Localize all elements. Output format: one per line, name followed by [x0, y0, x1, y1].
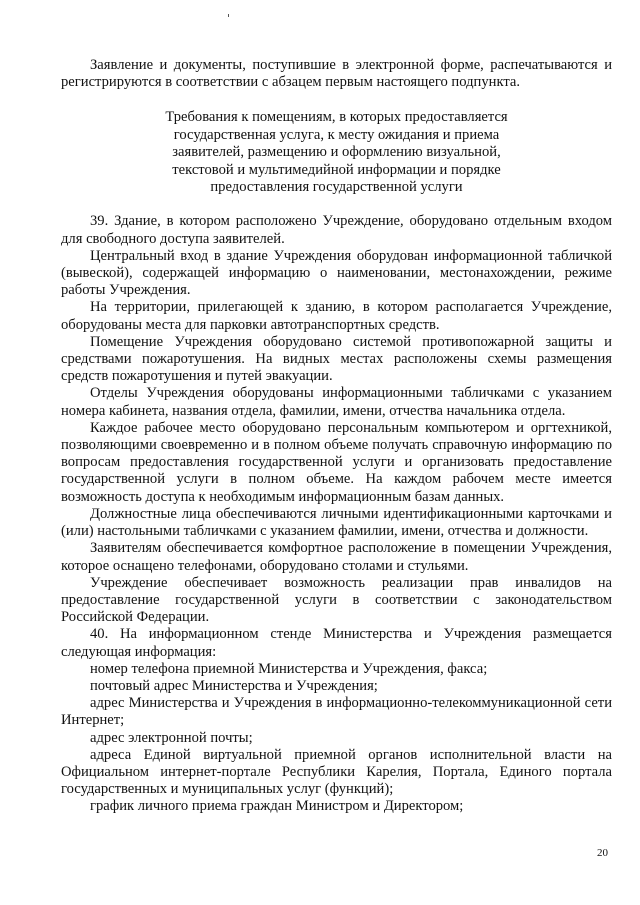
list-item: адреса Единой виртуальной приемной органов исполнительной власти на Официальном интернет-портале Республики Карелия, Портала, Единого портала государственных и муниципальных услуг (функций);	[61, 746, 612, 798]
scan-mark	[228, 14, 229, 17]
list-item: адрес электронной почты;	[90, 729, 253, 746]
intro-paragraph: Заявление и документы, поступившие в электронной форме, распечатываются и регистрируются в соответствии с абзацем первым настоящего подпункта.	[61, 57, 612, 91]
paragraph: Отделы Учреждения оборудованы информационными табличками с указанием номера кабинета, названия отдела, фамилии, имени, отчества начальника отдела.	[61, 385, 612, 419]
list-item: график личного приема граждан Министром и Директором;	[90, 798, 464, 815]
heading-line: предоставления государственной услуги	[210, 179, 463, 196]
paragraph-39: 39. Здание, в котором расположено Учреждение, оборудовано отдельным входом для свободного доступа заявителей.	[61, 213, 612, 247]
paragraph: Центральный вход в здание Учреждения оборудован информационной табличкой (вывеской), содержащей информацию о наименовании, местонахождении, режиме работы Учреждения.	[61, 247, 612, 299]
heading-line: Требования к помещениям, в которых предоставляется	[165, 109, 508, 126]
paragraph: Должностные лица обеспечиваются личными идентификационными карточками и (или) настольными табличками с указанием фамилии, имени, отчества и должности.	[61, 505, 612, 540]
list-item: адрес Министерства и Учреждения в информационно-телекоммуникационной сети Интернет;	[61, 695, 612, 729]
paragraph: Каждое рабочее место оборудовано персональным компьютером и оргтехникой, позволяющими своевременно и в полном объеме получать справочную информацию по вопросам предоставления государственной услуги и организовать предоставление государственной услуги в полном объеме. На каждом рабочем месте имеется возможность доступа к необходимым информационным базам данных.	[61, 419, 612, 505]
heading-line: заявителей, размещению и оформлению визуальной,	[172, 144, 501, 161]
paragraph: На территории, прилегающей к зданию, в котором располагается Учреждение, оборудованы места для парковки автотранспортных средств.	[61, 299, 612, 333]
page-number: 20	[597, 847, 608, 859]
paragraph-40: 40. На информационном стенде Министерства и Учреждения размещается следующая информация:	[61, 626, 612, 660]
section-heading	[152, 109, 522, 196]
paragraph: Помещение Учреждения оборудовано системой противопожарной защиты и средствами пожаротушения. На видных местах расположены схемы размещения средств пожаротушения и путей эвакуации.	[61, 333, 612, 385]
list-item: почтовый адрес Министерства и Учреждения;	[90, 677, 378, 694]
heading-line: текстовой и мультимедийной информации и порядке	[172, 161, 501, 178]
document-page	[61, 57, 612, 816]
paragraph: Учреждение обеспечивает возможность реализации прав инвалидов на предоставление государственной услуги в соответствии с законодательством Российской Федерации.	[61, 574, 612, 626]
heading-line: государственная услуга, к месту ожидания и приема	[173, 126, 500, 143]
list-item: номер телефона приемной Министерства и Учреждения, факса;	[90, 660, 488, 677]
paragraph: Заявителям обеспечивается комфортное расположение в помещении Учреждения, которое оснащено телефонами, оборудовано столами и стульями.	[61, 540, 612, 574]
